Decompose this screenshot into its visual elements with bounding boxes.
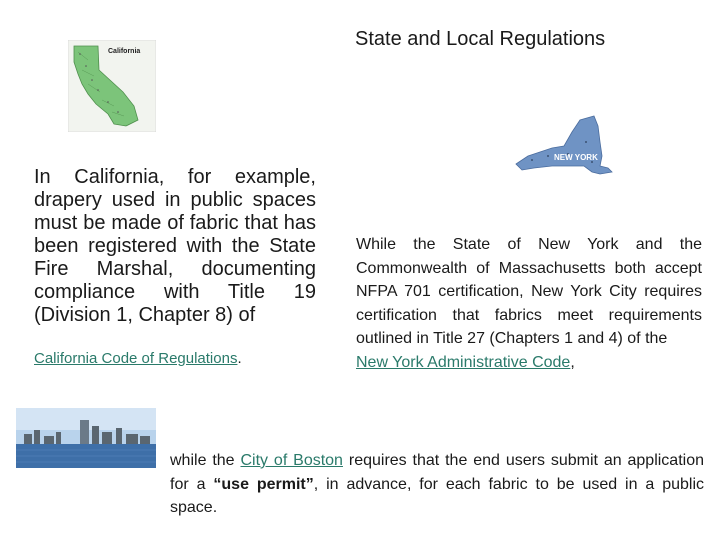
new-york-map-image [512, 112, 618, 192]
new-york-map-label: NEW YORK [554, 153, 598, 162]
california-code-link[interactable]: California Code of Regulations [34, 350, 238, 367]
california-link-suffix: . [237, 350, 242, 367]
use-permit-emphasis: “use permit” [213, 475, 314, 493]
california-paragraph: In California, for example, drapery used in public spaces must be made of fabric that has been registered with the State Fire Marshal, documenting compliance with Title 19 (Division 1, Chapter 8) of [34, 166, 316, 326]
california-map-image [68, 40, 156, 132]
boston-paragraph [170, 449, 704, 520]
boston-prefix: while the [170, 452, 235, 469]
boston-suffix: , in advance, for each fabric to be used in a public space. [170, 475, 705, 516]
california-map-label: California [108, 48, 141, 55]
boston-skyline-image [16, 408, 156, 468]
new-york-link-suffix: , [570, 353, 575, 371]
new-york-code-link[interactable]: New York Administrative Code [356, 353, 571, 371]
california-reference [34, 350, 242, 367]
boston-middle: requires that the end users submit an application for a [170, 452, 705, 493]
new-york-paragraph [356, 233, 702, 374]
new-york-body: While the State of New York and the Commonwealth of Massachusetts both accept NFPA 701 certification, New York City requires certification that fabrics meet requirements outlined in Title 27 (Chapters 1 and 4) of the [356, 236, 702, 347]
slide-title: State and Local Regulations [355, 28, 606, 50]
city-of-boston-link[interactable]: City of Boston [240, 452, 343, 469]
